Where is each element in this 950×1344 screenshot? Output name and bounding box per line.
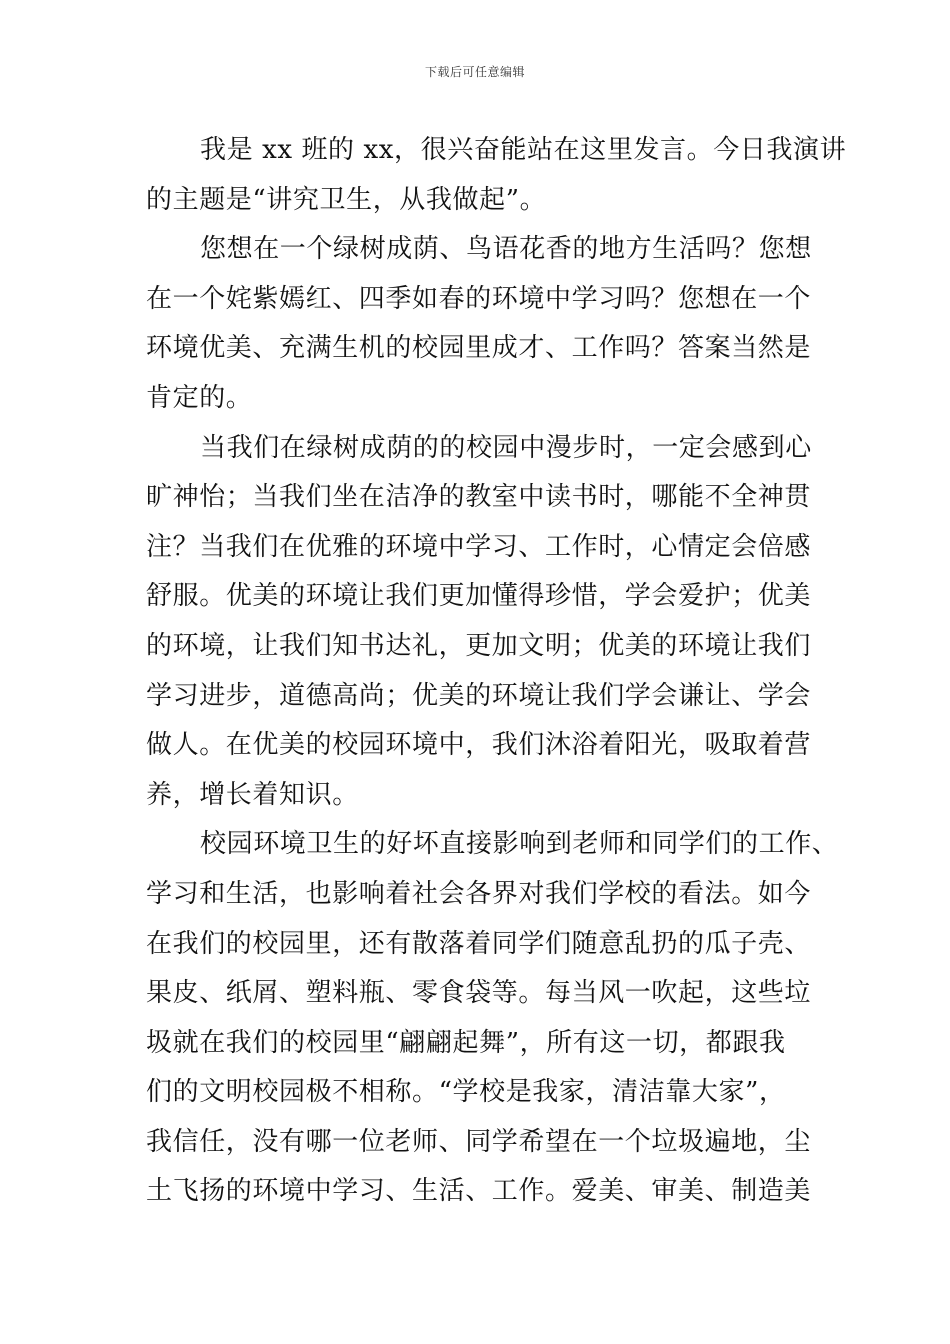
paragraph-4-line-4: 果皮、纸屑、塑料瓶、零食袋等。每当风一吹起，这些垃 <box>146 978 812 1009</box>
paragraph-4-line-6: 们的文明校园极不相称。“学校是我家，清洁靠大家”， <box>146 1077 786 1108</box>
paragraph-1-line-2: 的主题是“讲究卫生，从我做起”。 <box>146 184 547 215</box>
paragraph-4-line-1: 校园环境卫生的好坏直接影响到老师和同学们的工作、 <box>200 829 839 860</box>
paragraph-4-line-5: 圾就在我们的校园里“翩翩起舞”，所有这一切，都跟我 <box>146 1027 786 1058</box>
paragraph-3-line-2: 旷神怡；当我们坐在洁净的教室中读书时，哪能不全神贯 <box>146 482 812 513</box>
paragraph-3-line-5: 的环境，让我们知书达礼，更加文明；优美的环境让我们 <box>146 630 812 661</box>
paragraph-3-line-6: 学习进步，道德高尚；优美的环境让我们学会谦让、学会 <box>146 680 812 711</box>
paragraph-4-line-7: 我信任，没有哪一位老师、同学希望在一个垃圾遍地，尘 <box>146 1126 812 1157</box>
paragraph-2-line-4: 肯定的。 <box>146 382 253 413</box>
paragraph-2-line-2: 在一个姹紫嫣红、四季如春的环境中学习吗？您想在一个 <box>146 283 812 314</box>
paragraph-3-line-1: 当我们在绿树成荫的的校园中漫步时，一定会感到心 <box>200 432 812 463</box>
paragraph-3-line-7: 做人。在优美的校园环境中，我们沐浴着阳光，吸取着营 <box>146 730 812 761</box>
paragraph-4-line-8: 土飞扬的环境中学习、生活、工作。爱美、审美、制造美 <box>146 1176 812 1207</box>
paragraph-3-line-4: 舒服。优美的环境让我们更加懂得珍惜，学会爱护；优美 <box>146 581 812 612</box>
paragraph-2-line-3: 环境优美、充满生机的校园里成才、工作吗？答案当然是 <box>146 333 812 364</box>
document-body <box>146 126 847 1217</box>
paragraph-2-line-1: 您想在一个绿树成荫、鸟语花香的地方生活吗？您想 <box>200 234 812 265</box>
paragraph-4-line-3: 在我们的校园里，还有散落着同学们随意乱扔的瓜子壳、 <box>146 928 812 959</box>
paragraph-4-line-2: 学习和生活，也影响着社会各界对我们学校的看法。如今 <box>146 878 812 909</box>
paragraph-1-line-1: 我是 xx 班的 xx，很兴奋能站在这里发言。今日我演讲 <box>200 135 847 165</box>
paragraph-3-line-3: 注？当我们在优雅的环境中学习、工作时，心情定会倍感 <box>146 531 812 562</box>
paragraph-3-line-8: 养，增长着知识。 <box>146 779 359 810</box>
page-header: 下载后可任意编辑 <box>424 65 525 79</box>
